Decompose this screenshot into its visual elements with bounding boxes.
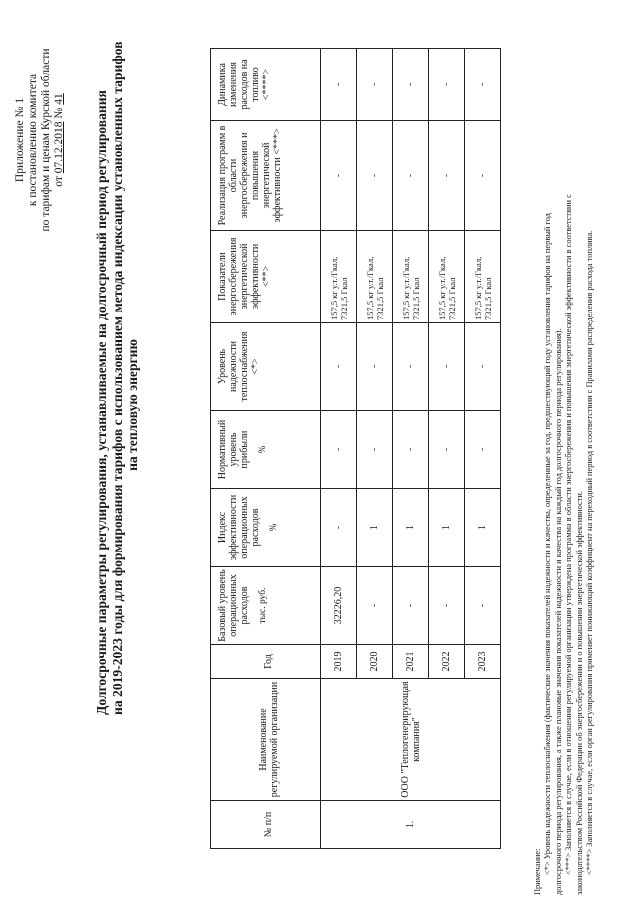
cell-program: - — [429, 121, 465, 231]
header-num: № п/п — [211, 801, 321, 849]
cell-energy: 157,5 кг у.т./Гкал, 7321,5 Гкал — [465, 231, 501, 323]
appendix-date-prefix: от — [53, 176, 65, 187]
cell-dynamics: - — [429, 49, 465, 121]
cell-year: 2019 — [321, 645, 357, 679]
table-row — [321, 49, 357, 849]
title-line-3: на тепловую энергию — [125, 339, 140, 471]
cell-reliability: - — [357, 323, 393, 411]
cell-reliability: - — [429, 323, 465, 411]
appendix-line-3: по тарифам и ценам Курской области — [40, 48, 52, 232]
cell-dynamics: - — [393, 49, 429, 121]
appendix-line-2: к постановлению комитета — [27, 73, 39, 207]
cell-index: 1 — [393, 489, 429, 567]
cell-energy: 157,5 кг у.т./Гкал, 7321,5 Гкал — [357, 231, 393, 323]
cell-energy: 157,5 кг у.т./Гкал, 7321,5 Гкал — [393, 231, 429, 323]
notes-heading: Примечание: — [533, 848, 542, 895]
row-number: 1. — [321, 801, 501, 849]
cell-base: - — [429, 567, 465, 645]
cell-program: - — [393, 121, 429, 231]
cell-year: 2023 — [465, 645, 501, 679]
note-reliability-2: долгосрочного периода регулирования, а также плановые значения показателей надежности и качества на каждый год долгосрочного периода регулирования). — [553, 328, 563, 895]
cell-profit: - — [465, 411, 501, 489]
cell-profit: - — [357, 411, 393, 489]
cell-year: 2020 — [357, 645, 393, 679]
footnotes — [533, 15, 595, 895]
cell-base: - — [393, 567, 429, 645]
document-title — [94, 41, 141, 715]
cell-profit: - — [321, 411, 357, 489]
cell-energy: 157,5 кг у.т./Гкал, 7321,5 Гкал — [321, 231, 357, 323]
unit-base: тыс. руб. — [258, 587, 268, 624]
parameters-table — [210, 48, 501, 849]
title-line-1: Долгосрочные параметры регулирования, устанавливаемые на долгосрочный период регулирования — [94, 90, 109, 715]
cell-base: 32226,20 — [321, 567, 357, 645]
cell-energy: 157,5 кг у.т./Гкал, 7321,5 Гкал — [429, 231, 465, 323]
header-year: Год — [211, 645, 321, 679]
note-program-2: законодательством Российской Федерации об энергосбережении и о повышении энергетической эффективности. — [574, 491, 584, 895]
table-header-row — [211, 49, 321, 849]
unit-profit: % — [258, 445, 268, 454]
cell-year: 2022 — [429, 645, 465, 679]
appendix-date-line — [53, 15, 66, 265]
header-index-text: Индекс эффективности операционных расходов — [217, 494, 261, 561]
cell-profit: - — [393, 411, 429, 489]
cell-index: 1 — [429, 489, 465, 567]
header-org: Наименование регулируемой организации — [211, 679, 321, 801]
header-base — [211, 567, 321, 645]
cell-reliability: - — [393, 323, 429, 411]
cell-reliability: - — [321, 323, 357, 411]
header-program: Реализация программ в области энергосбережения и повышения энергетической эффективности <***> — [211, 121, 321, 231]
note-fuel: <****> Заполняется в случае, если орган регулирования применяет понижающий коэффициент на переходный период в соответствии с Правилами распределения расхода топлива. — [585, 230, 595, 875]
appendix-number: 41 — [53, 93, 65, 105]
header-base-text: Базовый уровень операционных расходов — [217, 569, 250, 642]
cell-dynamics: - — [321, 49, 357, 121]
cell-dynamics: - — [357, 49, 393, 121]
cell-profit: - — [429, 411, 465, 489]
cell-dynamics: - — [465, 49, 501, 121]
cell-reliability: - — [465, 323, 501, 411]
header-energy: Показатели энергосбережения энергетической эффективности <**> — [211, 231, 321, 323]
cell-base: - — [357, 567, 393, 645]
cell-year: 2021 — [393, 645, 429, 679]
note-reliability-1: <*> Уровень надежности теплоснабжения (фактические значения показателей надежности и качества, определенные за год, предшествующий году установления тарифов на первый год — [543, 213, 553, 875]
header-index — [211, 489, 321, 567]
unit-index: % — [269, 523, 279, 532]
cell-index: 1 — [357, 489, 393, 567]
cell-base: - — [465, 567, 501, 645]
cell-program: - — [321, 121, 357, 231]
header-profit — [211, 411, 321, 489]
cell-index: 1 — [465, 489, 501, 567]
cell-program: - — [357, 121, 393, 231]
note-program-1: <***> Заполняется в случае, если в отношении регулируемой организации утверждена программа в области энергосбережения и повышения энергетической эффективности в соответствии с — [564, 194, 574, 875]
title-line-2: на 2019-2023 годы для формирования тарифов с использованием метода индексации установленных тарифов — [109, 41, 125, 715]
cell-program: - — [465, 121, 501, 231]
cell-index: - — [321, 489, 357, 567]
appendix-number-prefix: № — [53, 107, 65, 119]
header-dynamics: Динамика изменения расходов на топливо <****> — [211, 49, 321, 121]
organization-name: ООО "Теплогенерирующая компания" — [321, 679, 501, 801]
appendix-header — [14, 15, 66, 265]
appendix-date: 07.12.2018 — [53, 121, 65, 174]
appendix-line-1: Приложение № 1 — [14, 97, 26, 183]
header-reliability: Уровень надежности теплоснабжения <*> — [211, 323, 321, 411]
header-profit-text: Нормативный уровень прибыли — [217, 419, 250, 480]
